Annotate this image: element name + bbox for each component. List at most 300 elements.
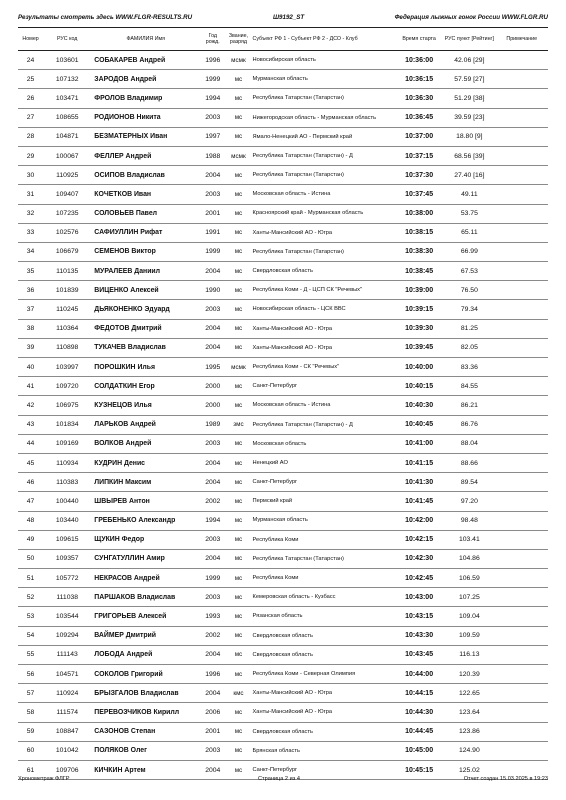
note-cell — [496, 89, 548, 108]
sport-rank: мс — [225, 722, 251, 741]
athlete-name: ВИЦЕНКО Алексей — [91, 281, 200, 300]
sport-rank: мс — [225, 626, 251, 645]
start-time: 10:40:30 — [395, 396, 443, 415]
rus-code: 105772 — [43, 569, 91, 588]
note-cell — [496, 166, 548, 185]
footer-page-number: Страница 2 из 4 — [258, 776, 300, 782]
row-number: 35 — [18, 262, 43, 281]
birth-year: 1999 — [200, 569, 225, 588]
rus-code: 110245 — [43, 300, 91, 319]
start-time: 10:44:15 — [395, 684, 443, 703]
birth-year: 1990 — [200, 281, 225, 300]
athlete-name: ЗАРОДОВ Андрей — [91, 70, 200, 89]
rus-code: 103601 — [43, 51, 91, 70]
race-code: Ш9192_ST — [273, 14, 305, 21]
note-cell — [496, 607, 548, 626]
birth-year: 1994 — [200, 89, 225, 108]
sport-rank: змс — [225, 415, 251, 434]
athlete-name: СУНГАТУЛЛИН Амир — [91, 549, 200, 568]
sport-rank: мс — [225, 70, 251, 89]
start-time: 10:43:45 — [395, 645, 443, 664]
rus-points: 27.40 [16] — [443, 166, 495, 185]
table-row — [18, 70, 548, 89]
birth-year: 2004 — [200, 760, 225, 779]
table-row — [18, 146, 548, 165]
sport-rank: мс — [225, 530, 251, 549]
table-row — [18, 166, 548, 185]
note-cell — [496, 453, 548, 472]
rus-code: 103471 — [43, 89, 91, 108]
sport-rank: мс — [225, 453, 251, 472]
note-cell — [496, 185, 548, 204]
region-club: Новосибирская область - ЦСК ВВС — [252, 300, 395, 319]
table-row — [18, 242, 548, 261]
sport-rank: мс — [225, 703, 251, 722]
row-number: 42 — [18, 396, 43, 415]
birth-year: 2004 — [200, 645, 225, 664]
rus-points: 104.86 — [443, 549, 495, 568]
rus-points: 98.48 — [443, 511, 495, 530]
region-club: Республика Коми - СК "Речевых" — [252, 358, 395, 377]
row-number: 24 — [18, 51, 43, 70]
rus-points: 57.59 [27] — [443, 70, 495, 89]
start-time: 10:37:15 — [395, 146, 443, 165]
note-cell — [496, 588, 548, 607]
birth-year: 2004 — [200, 684, 225, 703]
birth-year: 1996 — [200, 665, 225, 684]
region-club: Кемеровская область - Кузбасс — [252, 588, 395, 607]
sport-rank: мс — [225, 492, 251, 511]
region-club: Санкт-Петербург — [252, 377, 395, 396]
table-row — [18, 396, 548, 415]
region-club: Ханты-Мансийский АО - Югра — [252, 223, 395, 242]
note-cell — [496, 281, 548, 300]
birth-year: 2006 — [200, 703, 225, 722]
rus-points: 76.50 — [443, 281, 495, 300]
row-number: 50 — [18, 549, 43, 568]
rus-code: 103440 — [43, 511, 91, 530]
athlete-name: КУЗНЕЦОВ Илья — [91, 396, 200, 415]
col-header-name: ФАМИЛИЯ Имя — [91, 28, 200, 51]
table-row — [18, 453, 548, 472]
sport-rank: мс — [225, 396, 251, 415]
rus-code: 108847 — [43, 722, 91, 741]
row-number: 39 — [18, 338, 43, 357]
birth-year: 2003 — [200, 434, 225, 453]
start-time: 10:38:30 — [395, 242, 443, 261]
table-row — [18, 223, 548, 242]
note-cell — [496, 511, 548, 530]
table-row — [18, 722, 548, 741]
sport-rank: мс — [225, 319, 251, 338]
start-time: 10:44:30 — [395, 703, 443, 722]
rus-code: 109706 — [43, 760, 91, 779]
rus-points: 82.05 — [443, 338, 495, 357]
rus-code: 110364 — [43, 319, 91, 338]
birth-year: 1991 — [200, 223, 225, 242]
rus-points: 53.75 — [443, 204, 495, 223]
rus-code: 111143 — [43, 645, 91, 664]
sport-rank: мс — [225, 569, 251, 588]
table-row — [18, 549, 548, 568]
table-header-row — [18, 28, 548, 51]
athlete-name: ГРИГОРЬЕВ Алексей — [91, 607, 200, 626]
sport-rank: мс — [225, 434, 251, 453]
sport-rank: мс — [225, 338, 251, 357]
row-number: 36 — [18, 281, 43, 300]
sport-rank: мс — [225, 588, 251, 607]
birth-year: 2004 — [200, 166, 225, 185]
row-number: 59 — [18, 722, 43, 741]
rus-points: 123.86 — [443, 722, 495, 741]
sport-rank: мсмк — [225, 358, 251, 377]
table-row — [18, 607, 548, 626]
region-club: Ханты-Мансийский АО - Югра — [252, 319, 395, 338]
note-cell — [496, 242, 548, 261]
note-cell — [496, 108, 548, 127]
birth-year: 1999 — [200, 70, 225, 89]
note-cell — [496, 127, 548, 146]
sport-rank: мс — [225, 89, 251, 108]
table-row — [18, 684, 548, 703]
start-time: 10:38:00 — [395, 204, 443, 223]
rus-code: 109357 — [43, 549, 91, 568]
note-cell — [496, 703, 548, 722]
table-row — [18, 492, 548, 511]
birth-year: 2003 — [200, 300, 225, 319]
table-row — [18, 51, 548, 70]
region-club: Свердловская область — [252, 626, 395, 645]
rus-code: 111574 — [43, 703, 91, 722]
page-header — [18, 14, 548, 26]
region-club: Новосибирская область — [252, 51, 395, 70]
table-row — [18, 434, 548, 453]
note-cell — [496, 665, 548, 684]
start-time: 10:39:45 — [395, 338, 443, 357]
note-cell — [496, 684, 548, 703]
sport-rank: мс — [225, 281, 251, 300]
region-club: Республика Татарстан (Татарстан) — [252, 89, 395, 108]
region-club: Красноярский край - Мурманская область — [252, 204, 395, 223]
row-number: 57 — [18, 684, 43, 703]
row-number: 48 — [18, 511, 43, 530]
rus-points: 84.55 — [443, 377, 495, 396]
page-footer — [18, 776, 548, 786]
region-club: Мурманская область — [252, 70, 395, 89]
sport-rank: мс — [225, 473, 251, 492]
birth-year: 2003 — [200, 108, 225, 127]
note-cell — [496, 204, 548, 223]
table-row — [18, 741, 548, 760]
start-time: 10:40:45 — [395, 415, 443, 434]
table-row — [18, 108, 548, 127]
sport-rank: мс — [225, 665, 251, 684]
row-number: 31 — [18, 185, 43, 204]
rus-points: 106.59 — [443, 569, 495, 588]
table-row — [18, 377, 548, 396]
row-number: 49 — [18, 530, 43, 549]
birth-year: 1995 — [200, 358, 225, 377]
athlete-name: ПОЛЯКОВ Олег — [91, 741, 200, 760]
region-club: Свердловская область — [252, 645, 395, 664]
rus-code: 101834 — [43, 415, 91, 434]
rus-code: 101042 — [43, 741, 91, 760]
note-cell — [496, 51, 548, 70]
rus-code: 103544 — [43, 607, 91, 626]
rus-points: 123.64 — [443, 703, 495, 722]
table-row — [18, 127, 548, 146]
start-time: 10:44:00 — [395, 665, 443, 684]
rus-code: 110925 — [43, 166, 91, 185]
row-number: 44 — [18, 434, 43, 453]
start-time: 10:38:45 — [395, 262, 443, 281]
athlete-name: ВОЛКОВ Андрей — [91, 434, 200, 453]
athlete-name: СОЛОВЬЕВ Павел — [91, 204, 200, 223]
row-number: 56 — [18, 665, 43, 684]
table-row — [18, 473, 548, 492]
athlete-name: ФЕЛЛЕР Андрей — [91, 146, 200, 165]
region-club: Республика Коми — [252, 530, 395, 549]
row-number: 38 — [18, 319, 43, 338]
rus-points: 49.11 — [443, 185, 495, 204]
region-club: Республика Коми — [252, 569, 395, 588]
start-time: 10:38:15 — [395, 223, 443, 242]
sport-rank: мс — [225, 645, 251, 664]
rus-points: 122.65 — [443, 684, 495, 703]
rus-code: 109294 — [43, 626, 91, 645]
birth-year: 2004 — [200, 453, 225, 472]
birth-year: 2004 — [200, 262, 225, 281]
birth-year: 2003 — [200, 185, 225, 204]
region-club: Республика Татарстан (Татарстан) - Д — [252, 146, 395, 165]
rus-points: 107.25 — [443, 588, 495, 607]
start-time: 10:36:00 — [395, 51, 443, 70]
start-time: 10:41:00 — [395, 434, 443, 453]
row-number: 58 — [18, 703, 43, 722]
note-cell — [496, 300, 548, 319]
row-number: 51 — [18, 569, 43, 588]
start-time: 10:39:30 — [395, 319, 443, 338]
row-number: 26 — [18, 89, 43, 108]
rus-points: 124.90 — [443, 741, 495, 760]
note-cell — [496, 741, 548, 760]
row-number: 53 — [18, 607, 43, 626]
athlete-name: СЕМЕНОВ Виктор — [91, 242, 200, 261]
athlete-name: ЩУКИН Федор — [91, 530, 200, 549]
start-time: 10:41:30 — [395, 473, 443, 492]
note-cell — [496, 223, 548, 242]
region-club: Свердловская область — [252, 262, 395, 281]
athlete-name: КУДРИН Денис — [91, 453, 200, 472]
note-cell — [496, 722, 548, 741]
sport-rank: мс — [225, 127, 251, 146]
rus-code: 108655 — [43, 108, 91, 127]
athlete-name: ВАЙМЕР Дмитрий — [91, 626, 200, 645]
col-header-rank: Звание, разряд — [225, 28, 251, 51]
table-row — [18, 281, 548, 300]
start-time: 10:39:00 — [395, 281, 443, 300]
birth-year: 1996 — [200, 51, 225, 70]
region-club: Республика Татарстан (Татарстан) - Д — [252, 415, 395, 434]
row-number: 30 — [18, 166, 43, 185]
sport-rank: кмс — [225, 684, 251, 703]
sport-rank: мс — [225, 204, 251, 223]
rus-code: 106679 — [43, 242, 91, 261]
birth-year: 1989 — [200, 415, 225, 434]
table-row — [18, 358, 548, 377]
athlete-name: САФИУЛЛИН Рифат — [91, 223, 200, 242]
sport-rank: мс — [225, 223, 251, 242]
start-time: 10:42:30 — [395, 549, 443, 568]
row-number: 60 — [18, 741, 43, 760]
sport-rank: мс — [225, 760, 251, 779]
row-number: 52 — [18, 588, 43, 607]
col-header-num: Номер — [18, 28, 43, 51]
birth-year: 2004 — [200, 549, 225, 568]
athlete-name: ПОРОШКИН Илья — [91, 358, 200, 377]
table-row — [18, 338, 548, 357]
table-row — [18, 415, 548, 434]
row-number: 61 — [18, 760, 43, 779]
region-club: Ханты-Мансийский АО - Югра — [252, 684, 395, 703]
sport-rank: мсмк — [225, 51, 251, 70]
rus-points: 66.99 — [443, 242, 495, 261]
rus-points: 39.59 [23] — [443, 108, 495, 127]
rus-code: 110924 — [43, 684, 91, 703]
row-number: 55 — [18, 645, 43, 664]
rus-code: 106975 — [43, 396, 91, 415]
athlete-name: ПАРШАКОВ Владислав — [91, 588, 200, 607]
start-time: 10:37:30 — [395, 166, 443, 185]
rus-code: 102576 — [43, 223, 91, 242]
birth-year: 2001 — [200, 722, 225, 741]
rus-code: 109720 — [43, 377, 91, 396]
birth-year: 1988 — [200, 146, 225, 165]
col-header-time: Время старта — [395, 28, 443, 51]
row-number: 40 — [18, 358, 43, 377]
region-club: Республика Татарстан (Татарстан) — [252, 166, 395, 185]
table-row — [18, 530, 548, 549]
start-time: 10:43:00 — [395, 588, 443, 607]
region-club: Санкт-Петербург — [252, 760, 395, 779]
sport-rank: мс — [225, 549, 251, 568]
athlete-name: СОБАКАРЕВ Андрей — [91, 51, 200, 70]
athlete-name: МУРАЛЕЕВ Даниил — [91, 262, 200, 281]
row-number: 41 — [18, 377, 43, 396]
note-cell — [496, 146, 548, 165]
note-cell — [496, 645, 548, 664]
sport-rank: мс — [225, 377, 251, 396]
rus-code: 107235 — [43, 204, 91, 223]
table-row — [18, 319, 548, 338]
rus-points: 103.41 — [443, 530, 495, 549]
rus-code: 104571 — [43, 665, 91, 684]
birth-year: 2002 — [200, 626, 225, 645]
rus-points: 68.56 [39] — [443, 146, 495, 165]
region-club: Республика Татарстан (Татарстан) — [252, 549, 395, 568]
table-row — [18, 703, 548, 722]
birth-year: 2004 — [200, 473, 225, 492]
table-row — [18, 300, 548, 319]
rus-points: 109.59 — [443, 626, 495, 645]
rus-code: 111038 — [43, 588, 91, 607]
start-time: 10:40:00 — [395, 358, 443, 377]
rus-points: 42.06 [29] — [443, 51, 495, 70]
sport-rank: мс — [225, 607, 251, 626]
sport-rank: мс — [225, 242, 251, 261]
birth-year: 2000 — [200, 377, 225, 396]
athlete-name: ФЕДОТОВ Дмитрий — [91, 319, 200, 338]
athlete-name: СОКОЛОВ Григорий — [91, 665, 200, 684]
table-row — [18, 626, 548, 645]
rus-points: 89.54 — [443, 473, 495, 492]
rus-points: 67.53 — [443, 262, 495, 281]
start-list-table — [18, 27, 548, 780]
start-time: 10:44:45 — [395, 722, 443, 741]
table-row — [18, 645, 548, 664]
row-number: 54 — [18, 626, 43, 645]
start-time: 10:41:15 — [395, 453, 443, 472]
rus-points: 120.39 — [443, 665, 495, 684]
footer-report-date: Отчет создан 15.03.2025 в 19:23 — [463, 776, 548, 782]
athlete-name: ЛИПКИН Максим — [91, 473, 200, 492]
row-number: 45 — [18, 453, 43, 472]
start-time: 10:36:30 — [395, 89, 443, 108]
note-cell — [496, 377, 548, 396]
table-row — [18, 262, 548, 281]
rus-code: 110934 — [43, 453, 91, 472]
col-header-year: Год рожд. — [200, 28, 225, 51]
rus-points: 97.20 — [443, 492, 495, 511]
row-number: 25 — [18, 70, 43, 89]
region-club: Свердловская область — [252, 722, 395, 741]
rus-points: 116.13 — [443, 645, 495, 664]
athlete-name: БРЫЗГАЛОВ Владислав — [91, 684, 200, 703]
rus-points: 86.76 — [443, 415, 495, 434]
start-time: 10:45:15 — [395, 760, 443, 779]
sport-rank: мс — [225, 262, 251, 281]
rus-code: 109169 — [43, 434, 91, 453]
note-cell — [496, 70, 548, 89]
table-row — [18, 204, 548, 223]
athlete-name: ПЕРЕВОЗЧИКОВ Кирилл — [91, 703, 200, 722]
row-number: 28 — [18, 127, 43, 146]
region-club: Ханты-Мансийский АО - Югра — [252, 703, 395, 722]
rus-code: 109615 — [43, 530, 91, 549]
birth-year: 2000 — [200, 396, 225, 415]
region-club: Брянская область — [252, 741, 395, 760]
rus-points: 125.02 — [443, 760, 495, 779]
region-club: Санкт-Петербург — [252, 473, 395, 492]
athlete-name: ШВЫРЕВ Антон — [91, 492, 200, 511]
birth-year: 1997 — [200, 127, 225, 146]
region-club: Республика Татарстан (Татарстан) — [252, 242, 395, 261]
athlete-name: НЕКРАСОВ Андрей — [91, 569, 200, 588]
athlete-name: БЕЗМАТЕРНЫХ Иван — [91, 127, 200, 146]
athlete-name: РОДИОНОВ Никита — [91, 108, 200, 127]
note-cell — [496, 338, 548, 357]
start-time: 10:40:15 — [395, 377, 443, 396]
sport-rank: мс — [225, 108, 251, 127]
birth-year: 2004 — [200, 319, 225, 338]
sport-rank: мсмк — [225, 146, 251, 165]
row-number: 37 — [18, 300, 43, 319]
sport-rank: мс — [225, 166, 251, 185]
row-number: 27 — [18, 108, 43, 127]
row-number: 47 — [18, 492, 43, 511]
sport-rank: мс — [225, 300, 251, 319]
table-row — [18, 569, 548, 588]
